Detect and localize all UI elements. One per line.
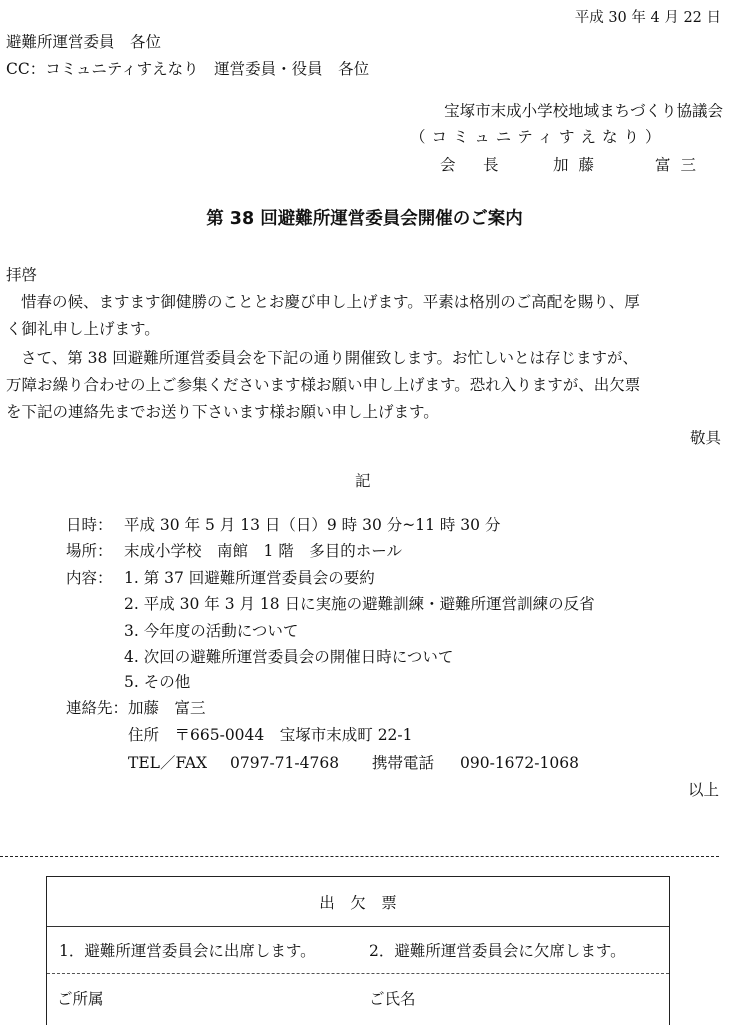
document-title: 第 38 回避難所運営委員会開催のご案内 [206, 209, 523, 229]
form-dotted-divider [47, 973, 669, 974]
datetime-label: 日時： [66, 516, 113, 534]
body-line-3: さて、第 38 回避難所運営委員会を下記の通り開催致します。お忙しいとは存じますが、 [21, 349, 639, 367]
contact-phones [128, 751, 579, 773]
body-line-1: 惜春の候、ますます御健勝のこととお慶び申し上げます。平素は格別のご高配を賜り、厚 [21, 293, 640, 311]
affiliation-field[interactable]: ご所属 [57, 990, 104, 1008]
contact-address: 住所 〒665-0044 宝塚市末成町 22-1 [128, 726, 413, 744]
sender-name: 加藤 富三 [553, 156, 707, 174]
form-divider [47, 926, 669, 927]
place-label: 場所： [66, 542, 113, 560]
recipients-to: 避難所運営委員 各位 [6, 33, 162, 51]
closing-word: 敬具 [689, 429, 721, 447]
detail-place [66, 539, 402, 561]
body-line-5: を下記の連絡先までお送り下さいます様お願い申し上げます。 [6, 403, 439, 421]
opening-word: 拝啓 [6, 266, 38, 284]
telfax-label: TEL／FAX [128, 754, 208, 772]
option-attend[interactable]: 1．避難所運営委員会に出席します。 [59, 942, 316, 960]
detail-contact [66, 696, 206, 718]
contact-name: 加藤 富三 [128, 699, 206, 717]
mobile-label: 携帯電話 [372, 754, 435, 772]
attendance-form [46, 876, 670, 1025]
form-title: 出 欠 票 [319, 894, 397, 912]
mobile-value: 090-1672-1068 [460, 754, 579, 772]
content-label: 内容： [66, 569, 113, 587]
body-line-2: く御礼申し上げます。 [6, 320, 160, 338]
ki-heading: 記 [355, 472, 371, 490]
name-field[interactable]: ご氏名 [369, 990, 416, 1008]
telfax-value: 0797-71-4768 [230, 754, 340, 772]
sender-role: 会 長 [440, 156, 505, 174]
recipients-cc: CC：コミュニティすえなり 運営委員・役員 各位 [6, 60, 370, 78]
contact-label: 連絡先： [66, 699, 129, 717]
sender-org: 宝塚市末成小学校地域まちづくり協議会 [444, 102, 723, 120]
cut-line [0, 856, 719, 857]
agenda-item-4: 4. 次回の避難所運営委員会の開催日時について [124, 648, 454, 666]
agenda-item-2: 2. 平成 30 年 3 月 18 日に実施の避難訓練・避難所運営訓練の反省 [124, 595, 595, 613]
agenda-item-5: 5. その他 [124, 673, 191, 691]
ijou-word: 以上 [687, 781, 719, 799]
sender-org-alias: （コミュニティすえなり） [410, 128, 667, 146]
datetime-value: 平成 30 年 5 月 13 日（日）9 時 30 分~11 時 30 分 [124, 516, 501, 534]
option-absent[interactable]: 2．避難所運営委員会に欠席します。 [369, 942, 626, 960]
document-date: 平成 30 年 4 月 22 日 [574, 10, 721, 26]
place-value: 末成小学校 南館 1 階 多目的ホール [124, 542, 402, 560]
agenda-item-1: 1. 第 37 回避難所運営委員会の要約 [124, 569, 375, 587]
body-line-4: 万障お繰り合わせの上ご参集くださいます様お願い申し上げます。恐れ入りますが、出欠票 [6, 376, 641, 394]
agenda-item-3: 3. 今年度の活動について [124, 622, 299, 640]
detail-content [66, 566, 375, 588]
detail-datetime [66, 513, 500, 535]
